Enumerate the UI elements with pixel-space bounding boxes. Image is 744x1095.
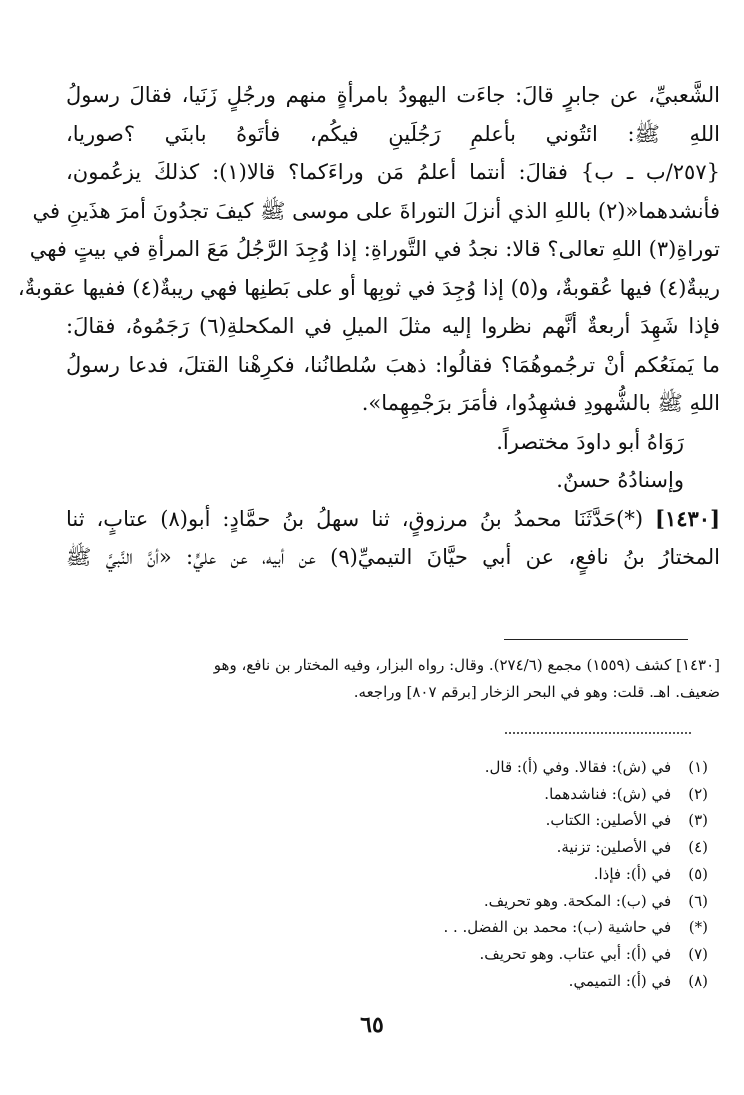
footnote-number: (٧)	[688, 944, 708, 963]
footnote-text: في (أ): فإذا.	[593, 864, 672, 883]
footnotes-list	[288, 754, 708, 994]
page-number: ٦٥	[360, 1012, 384, 1038]
text-line-7: فإذا شَهِدَ أربعةٌ أنَّهم نظروا إليه مثلَ الميلِ في المكحلةِ(٦) رَجَمُوهُ، فقالَ:	[66, 314, 720, 338]
footnote-number: (٣)	[688, 811, 708, 830]
footnote-number: (٤)	[688, 838, 708, 857]
footnote	[288, 941, 708, 968]
hadith-line-1: (*)حَدَّثَنَا محمدُ بنُ مرزوقٍ، ثنا سهلُ بنُ حمَّادٍ: أبو(٨) عتابٍ، ثنا	[66, 506, 644, 531]
text-line-4: فأنشدهما«(٢) باللهِ الذي أنزلَ التوراةَ على موسى ﷺ كيفَ تجدُونَ أمرَ هذَينِ في	[32, 198, 720, 223]
footnote-divider	[504, 639, 688, 640]
takhrij-line-1: [١٤٣٠] كشف (١٥٥٩) مجمع (٢٧٤/٦). وقال: رواه البزار، وفيه المختار بن نافع، وهو	[213, 656, 720, 674]
footnote-text: في حاشية (ب): محمد بن الفضل. . .	[443, 918, 672, 937]
footnote-number: (٦)	[688, 891, 708, 910]
footnote-text: في (ب): المكحة. وهو تحريف.	[483, 891, 672, 910]
footnote-number: (٢)	[688, 784, 708, 803]
text-line-3: {٢٥٧/ب ـ ب} فقالَ: أنتما أعلمُ مَن وراءَكما؟ قالا(١): كذلكَ يزعُمون،	[66, 160, 720, 184]
footnote	[288, 968, 708, 995]
footnote	[288, 861, 708, 888]
text-line-5: توراةِ(٣) اللهِ تعالى؟ قالا: نجدُ في التَّوراةِ: إذا وُجِدَ الرَّجُلُ مَعَ المرأةِ في بيتٍ فهي	[29, 237, 720, 261]
text-line-1: الشَّعبيِّ، عن جابرٍ قالَ: جاءَت اليهودُ بامرأةٍ منهم ورجُلٍ زَنَيا، فقالَ رسولُ	[66, 83, 720, 107]
text-line-2: اللهِ ﷺ: ائتُوني بأعلمِ رَجُلَينِ فيكُم، فأتَوهُ بابنَي ؟صوريا،	[66, 121, 720, 146]
footnote	[288, 781, 708, 808]
footnote-text: في الأصلين: الكتاب.	[545, 811, 672, 830]
main-text	[17, 76, 720, 577]
footnote-text: في الأصلين: تزنية.	[556, 838, 672, 857]
hadith-header-line	[66, 500, 720, 539]
footnote-number: (٨)	[688, 971, 708, 990]
narrator-line: رَوَاهُ أبو داودَ مختصراً.	[496, 429, 684, 454]
footnote-number: (*)	[688, 918, 708, 937]
text-line-9: اللهِ ﷺ بالشُّهودِ فشهِدُوا، فأمَرَ برَجْمِهِما».	[361, 391, 720, 415]
hadith-line-2: المختارُ بنُ نافعٍ، عن أبي حيَّانَ التيميِّ(٩) عن أبيه، عن عليٍّ: «أنَّ النَّبيَّ ﷺ	[66, 545, 720, 569]
footnote-text: في (ش): فناشدهما.	[544, 784, 672, 803]
text-line-8: ما يَمنَعُكم أنْ ترجُموهُمَا؟ فقالُوا: ذهبَ سُلطانُنا، فكرِهْنا القتلَ، فدعا رسولُ	[66, 352, 720, 377]
footnote-text: في (أ): أبي عتاب. وهو تحريف.	[479, 944, 672, 963]
dotted-separator	[505, 732, 691, 734]
footnote-number: (١)	[688, 758, 708, 776]
takhrij-line-2: ضعيف. اهـ. قلت: وهو في البحر الزخار [برقم ٨٠٧] وراجعه.	[353, 683, 720, 701]
footnote-text: في (أ): التميمي.	[568, 971, 672, 990]
footnote-number: (٥)	[688, 864, 708, 883]
footnote	[288, 888, 708, 915]
isnad-grade-line: وإسنادُهُ حسنٌ.	[556, 468, 684, 492]
takhrij-note	[66, 652, 720, 706]
footnote-text: في (ش): فقالا. وفي (أ): قال.	[484, 758, 672, 776]
text-line-6: ريبةٌ(٤) فيها عُقوبةٌ، و(٥) إذا وُجِدَ في ثوبِها أو على بَطنِها فهي ريبةٌ(٤) ففيها عقوبةٌ،	[17, 275, 720, 300]
footnote	[288, 914, 708, 941]
footnote	[288, 754, 708, 781]
hadith-number: [١٤٣٠]	[655, 505, 720, 531]
footnote	[288, 807, 708, 834]
footnote	[288, 834, 708, 861]
